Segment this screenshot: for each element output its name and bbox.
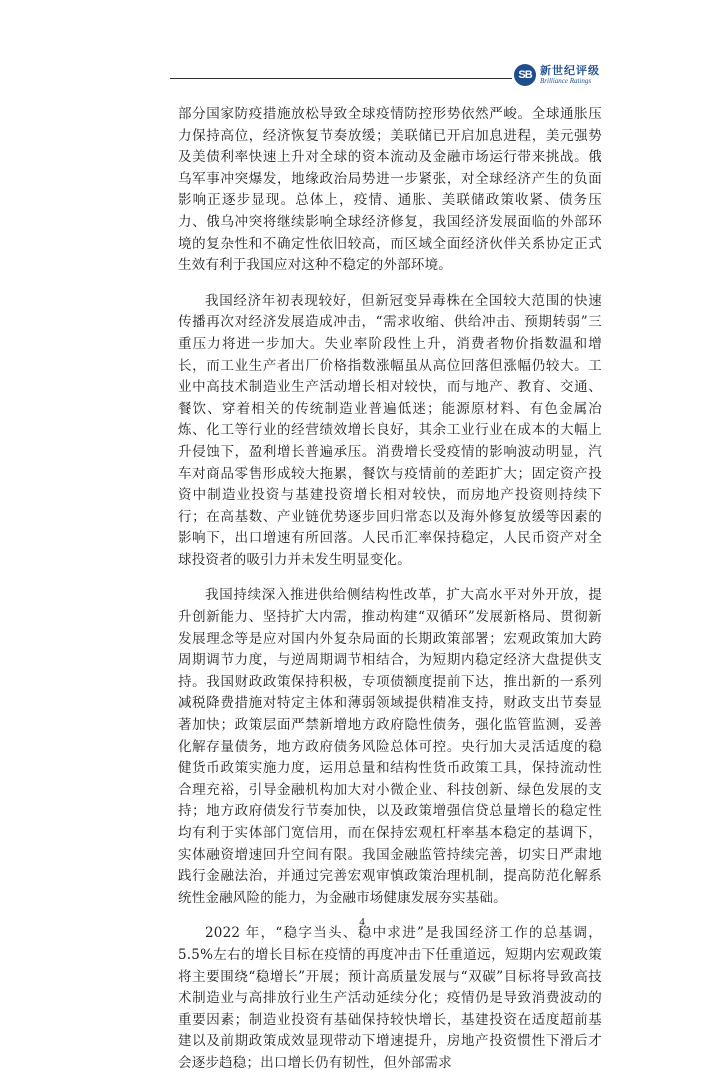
logo-text (540, 65, 600, 85)
document-body (178, 104, 602, 1089)
paragraph: 部分国家防疫措施放松导致全球疫情防控形势依然严峻。全球通胀压力保持高位，经济恢复节奏放缓；美联储已开启加息进程，美元强势及美债利率快速上升对全球的资本流动及金融市场运行带来挑战。俄乌军事冲突爆发，地缘政治局势进一步紧张，对全球经济产生的负面影响正逐步显现。总体上，疫情、通胀、美联储政策收紧、债务压力、俄乌冲突将继续影响全球经济修复，我国经济发展面临的外部环境的复杂性和不确定性依旧较高，而区域全面经济伙伴关系协定正式生效有利于我国应对这种不稳定的外部环境。 (178, 106, 602, 274)
paragraph: 我国经济年初表现较好，但新冠变异毒株在全国较大范围的快速传播再次对经济发展造成冲击，“需求收缩、供给冲击、预期转弱”三重压力将进一步加大。失业率阶段性上升，消费者物价指数温和增长，而工业生产者出厂价格指数涨幅虽从高位回落但涨幅仍较大。工业中高技术制造业生产活动增长相对较快，而与地产、教育、交通、餐饮、穿着相关的传统制造业普遍低迷；能源原材料、有色金属冶炼、化工等行业的经营绩效增长良好，其余工业行业在成本的大幅上升侵蚀下，盈利增长普遍承压。消费增长受疫情的影响波动明显，汽车对商品零售形成较大拖累，餐饮与疫情前的差距扩大；固定资产投资中制造业投资与基建投资增长相对较快，而房地产投资则持续下行；在高基数、产业链优势逐步回归常态以及海外修复放缓等因素的影响下，出口增速有所回落。人民币汇率保持稳定，人民币资产对全球投资者的吸引力并未发生明显变化。 (178, 292, 602, 568)
logo-chinese-name: 新世纪评级 (540, 64, 600, 77)
logo-english-name: Brilliance Ratings (540, 77, 592, 85)
header-rule (170, 78, 512, 79)
page-header (170, 62, 610, 92)
page-number: 4 (359, 916, 365, 928)
paragraph: 2022 年，“稳字当头、稳中求进”是我国经济工作的总基调，5.5%左右的增长目标在疫情的再度冲击下任重道远，短期内宏观政策将主要围绕“稳增长”开展；预计高质量发展与“双碳”目标将导致高技术制造业与高排放行业生产活动延续分化；疫情仍是导致消费波动的重要因素；制造业投资有基础保持较快增长，基建投资在适度超前基建以及前期政策成效显现带动下增速提升，房地产投资惯性下滑后才会逐步趋稳；出口增长仍有韧性，但外部需求 (178, 925, 602, 1071)
logo-icon: SB (514, 64, 536, 86)
paragraph: 我国持续深入推进供给侧结构性改革，扩大高水平对外开放，提升创新能力、坚持扩大内需，推动构建“双循环”发展新格局、贯彻新发展理念等是应对国内外复杂局面的长期政策部署；宏观政策加大跨周期调节力度，与逆周期调节相结合，为短期内稳定经济大盘提供支持。我国财政政策保持积极，专项债额度提前下达，推出新的一系列减税降费措施对特定主体和薄弱领域提供精准支持，财政支出节奏显著加快；政策层面严禁新增地方政府隐性债务，强化监管监测，妥善化解存量债务，地方政府债务风险总体可控。央行加大灵活适度的稳健货币政策实施力度，运用总量和结构性货币政策工具，保持流动性合理充裕，引导金融机构加大对小微企业、科技创新、绿色发展的支持；地方政府债发行节奏加快，以及政策增强信贷总量增长的稳定性均有利于实体部门宽信用，而在保持宏观杠杆率基本稳定的基调下，实体融资增速回升空间有限。我国金融监管持续完善，切实日严肃地践行金融法治，并通过完善宏观审慎政策治理机制，提高防范化解系统性金融风险的能力，为金融市场健康发展夯实基础。 (178, 587, 602, 906)
brand-logo (514, 64, 600, 86)
